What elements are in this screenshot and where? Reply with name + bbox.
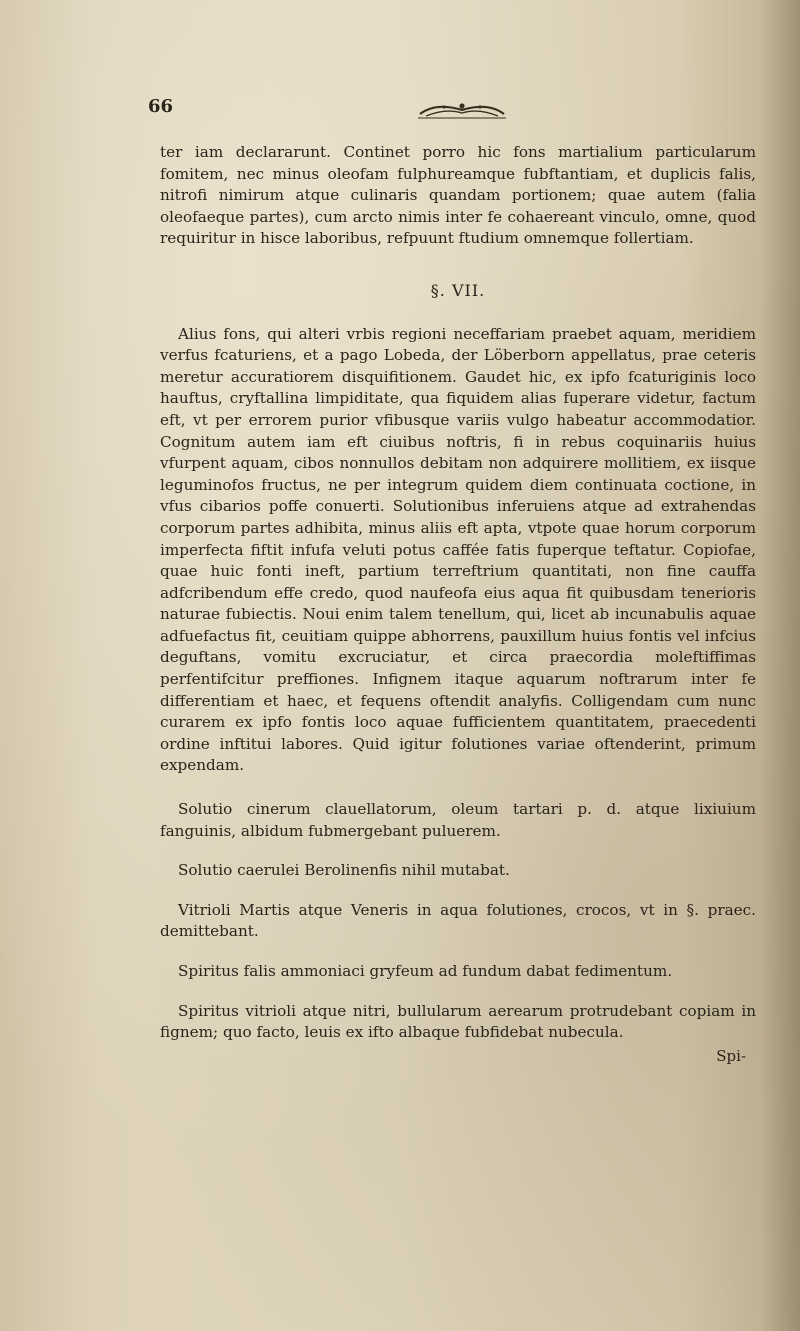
page-header (148, 96, 668, 126)
intro-paragraph: ter iam declararunt. Continet porro hic fons martialium particularum fomitem, nec minus oleofam fulphureamque fubftantiam, et duplicis falis, nitrofi nimirum atque culinaris quandam portionem; quae autem (falia oleofaeque partes), cum arcto nimis inter fe cohaereant vinculo, omne, quod requiritur in hisce laboribus, refpuunt ftudium omnemque follertiam. (160, 143, 756, 248)
page-number: 66 (148, 96, 174, 117)
observation-entry: Solutio cinerum clauellatorum, oleum tartari p. d. atque lixiuium fanguinis, albidum fubmergebant puluerem. (160, 800, 756, 840)
catchword: Spi- (716, 1046, 746, 1065)
observation-entry: Solutio caerulei Berolinenfis nihil mutabat. (178, 861, 510, 880)
observation-entry: Spiritus falis ammoniaci gryfeum ad fundum dabat fedimentum. (178, 962, 673, 980)
page-edge-shadow (760, 0, 800, 1331)
observation-entry: Vitrioli Martis atque Veneris in aqua folutiones, crocos, vt in §. praec. demittebant. (160, 900, 756, 941)
text-block (160, 142, 756, 1067)
printer-ornament-icon (416, 100, 508, 120)
body-paragraph: Alius fons, qui alteri vrbis regioni neceffariam praebet aquam, meridiem verfus fcaturiens, et a pago Lobeda, der Löberborn appellatus, prae ceteris meretur accuratiorem disquifitionem. Gaudet hic, ex ipfo fcaturiginis loco hauftus, cryftallina limpiditate, qua fiquidem alias fuperare videtur, factum eft, vt per errorem purior vfibusque variis vulgo habeatur accommodatior. Cognitum autem iam eft ciuibus noftris, fi in rebus coquinariis huius vfurpent aquam, cibos nonnullos debitam non adquirere mollitiem, ex iisque leguminofos fructus, ne per integrum quidem diem continuata coctione, in vfus cibarios poffe conuerti. Solutionibus inferuiens atque ad extrahendas corporum partes adhibita, minus aliis eft apta, vtpote quae horum corporum imperfecta fiftit infufa veluti potus caffée fatis fuperque teftatur. Copiofae, quae huic fonti ineft, partium terreftrium quantitati, non fine cauffa adfcribendum effe credo, quod naufeofa eius aqua fit quibusdam tenerioris naturae fubiectis. Noui enim talem tenellum, qui, licet ab incunabulis aquae adfuefactus fit, ceuitiam quippe abhorrens, pauxillum huius fontis vel infcius deguftans, vomitu excruciatur, et circa praecordia moleftiffimas perfentifcitur preffiones. Infignem itaque aquarum noftrarum inter fe differentiam et haec, et fequens oftendit analyfis. Colligendam cum nunc curarem ex ipfo fontis loco aquae fufficientem quantitatem, praecedenti ordine inftitui labores. Quid igitur folutiones variae oftenderint, primum expendam. (160, 324, 756, 775)
section-title: §. VII. (430, 280, 486, 300)
observation-entry: Spiritus vitrioli atque nitri, bullularum aerearum protrudebant copiam in fignem; quo facto, leuis ex ifto albaque fubfidebat nubecula. (160, 1001, 756, 1042)
